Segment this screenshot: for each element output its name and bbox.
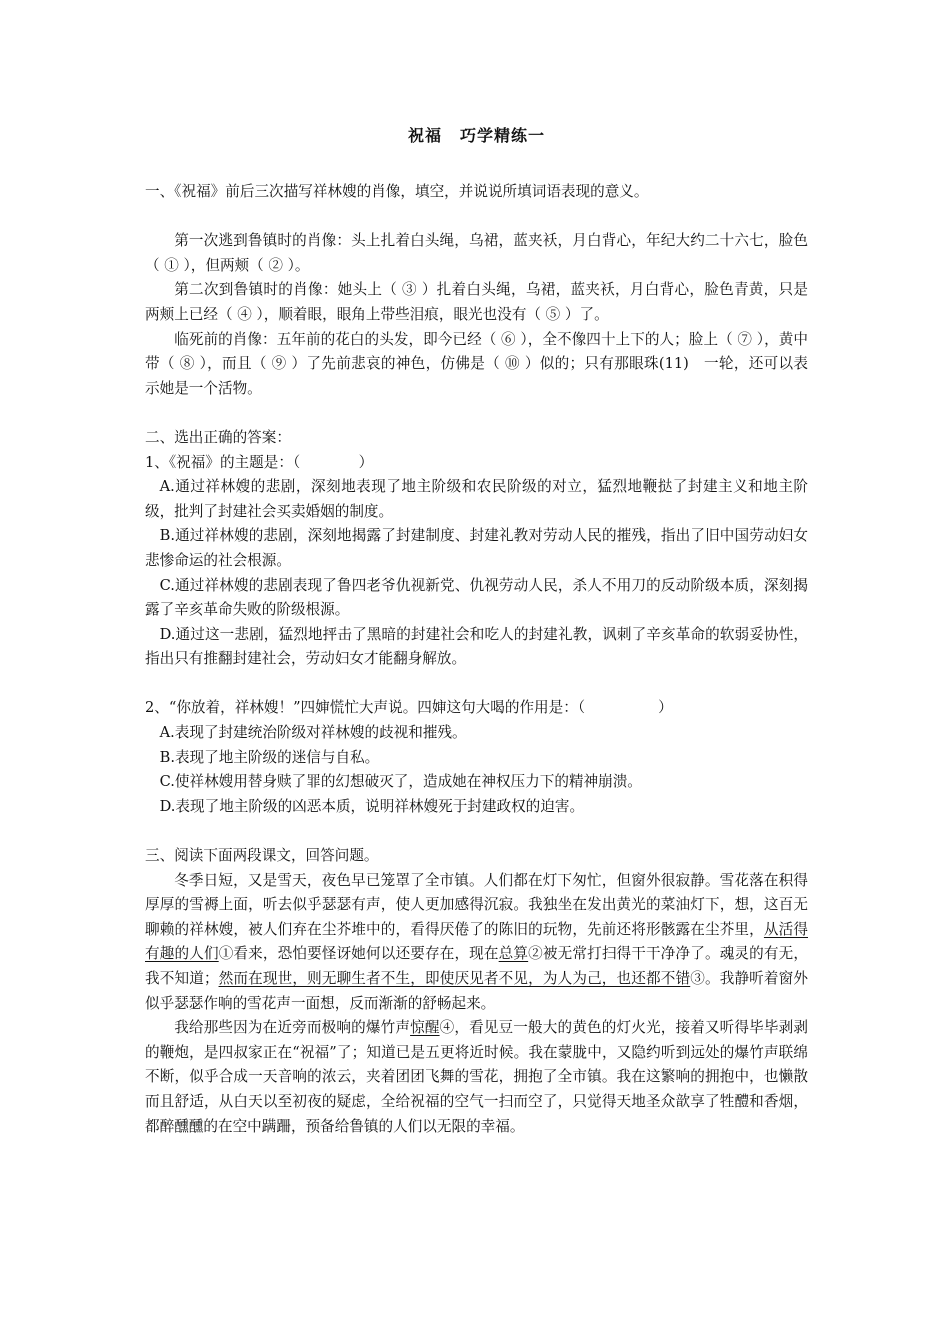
- passage-1-text-a: 冬季日短，又是雪天，夜色早已笼罩了全市镇。人们都在灯下匆忙，但窗外很寂静。雪花落在积得厚厚的雪褥上面，听去似乎瑟瑟有声，使人更加感得沉寂。我独坐在发出黄光的菜油灯下，想，这百无聊赖的祥林嫂，被人们弃在尘芥堆中的，看得厌倦了的陈旧的玩物，先前还将形骸露在尘芥里，: [145, 871, 808, 938]
- question-2-option-a: A.表现了封建统治阶级对祥林嫂的歧视和摧残。: [159, 724, 467, 742]
- section1-para-2: 第二次到鲁镇时的肖像：她头上（ ③ ）扎着白头绳，乌裙，蓝夹袄，月白背心，脸色青黄，只是两颊上已经（ ④ ），顺着眼，眼角上带些泪痕，眼光也没有（ ⑤ ）了。: [145, 281, 808, 323]
- question-1-option-d: D.通过这一悲剧，猛烈地抨击了黑暗的封建社会和吃人的封建礼教，讽刺了辛亥革命的软弱妥协性，指出只有推翻封建社会，劳动妇女才能翻身解放。: [145, 625, 808, 668]
- section1-para-3: 临死前的肖像：五年前的花白的头发，即今已经（ ⑥ ），全不像四十上下的人；脸上（ ⑦ ），黄中带（ ⑧ ），而且（ ⑨ ）了先前悲哀的神色，仿佛是（ ⑩ ）似的；只有那眼珠(11) 一轮，还可以表示她是一个活物。: [145, 330, 808, 397]
- section1-heading: 一、《祝福》前后三次描写祥林嫂的肖像，填空，并说说所填词语表现的意义。: [145, 183, 649, 200]
- passage-2-text-b: ④，看见豆一般大的黄色的灯火光，接着又听得毕毕剥剥的鞭炮，是四叔家正在“祝福”了；知道已是五更将近时候。我在蒙胧中，又隐约听到远处的爆竹声联绵不断，似乎合成一天音响的浓云，夹着团团飞舞的雪花，拥抱了全市镇。我在这繁响的拥抱中，也懒散而且舒适，从白天以至初夜的疑虑，全给祝福的空气一扫而空了，只觉得天地圣众歆享了牲醴和香烟，都醉醺醺的在空中蹒跚，预备给鲁镇的人们以无限的幸福。: [145, 1019, 808, 1135]
- title-part-2: 巧学精练一: [460, 126, 546, 145]
- question-2-stem: 2、“你放着，祥林嫂！”四婶慌忙大声说。四婶这句大喝的作用是：（ ）: [145, 699, 673, 717]
- title-part-1: 祝福: [407, 126, 442, 145]
- question-1-option-a: A.通过祥林嫂的悲剧，深刻地表现了地主阶级和农民阶级的对立，猛烈地鞭挞了封建主义和地主阶级，批判了封建社会买卖婚姻的制度。: [145, 478, 808, 520]
- section3-heading: 三、阅读下面两段课文，回答问题。: [145, 847, 379, 865]
- passage-1-text-b: ①看来，恐怕要怪讶她何以还要存在，现在: [218, 945, 499, 963]
- passage-1-text-d: ③。我静听着窗外似乎瑟瑟作响的雪花声一面想，反而渐渐的舒畅起来。: [145, 970, 808, 1012]
- page-title: [145, 124, 808, 148]
- passage-2-text-a: 我给那些因为在近旁而极响的爆竹声: [174, 1019, 411, 1037]
- passage-paragraph-2: [145, 1016, 808, 1139]
- question-2-option-b: B.表现了地主阶级的迷信与自私。: [159, 748, 380, 766]
- question-1-option-b: B.通过祥林嫂的悲剧，深刻地揭露了封建制度、封建礼教对劳动人民的摧残，指出了旧中国劳动妇女悲惨命运的社会根源。: [145, 527, 808, 569]
- section2-heading: 二、选出正确的答案：: [145, 428, 291, 446]
- passage-1-text-c: ②被无常打扫得干干净净了。魂灵的有无，我不知道；: [145, 945, 808, 987]
- underlined-phrase-4: 惊醒: [410, 1019, 440, 1037]
- underlined-phrase-1: 从活得有趣的人们: [145, 920, 808, 963]
- underlined-phrase-2: 总算: [498, 945, 529, 963]
- document-content: [145, 124, 808, 1139]
- question-2-option-c: C.使祥林嫂用替身赎了罪的幻想破灭了，造成她在神权压力下的精神崩溃。: [159, 773, 642, 791]
- question-1-stem: 1、《祝福》的主题是：（ ）: [145, 453, 374, 471]
- section1-para-1: 第一次逃到鲁镇时的肖像：头上扎着白头绳，乌裙，蓝夹袄，月白背心，年纪大约二十六七，脸色（ ① ），但两颊（ ② ）。: [145, 232, 808, 274]
- question-2-option-d: D.表现了地主阶级的凶恶本质，说明祥林嫂死于封建政权的迫害。: [159, 797, 585, 815]
- underlined-phrase-3: 然而在现世，则无聊生者不生，即使厌见者不见，为人为己，也还都不错: [218, 970, 691, 987]
- question-1-option-c: C.通过祥林嫂的悲剧表现了鲁四老爷仇视新党、仇视劳动人民，杀人不用刀的反动阶级本质，深刻揭露了辛亥革命失败的阶级根源。: [145, 576, 808, 619]
- passage-paragraph-1: [145, 869, 808, 1017]
